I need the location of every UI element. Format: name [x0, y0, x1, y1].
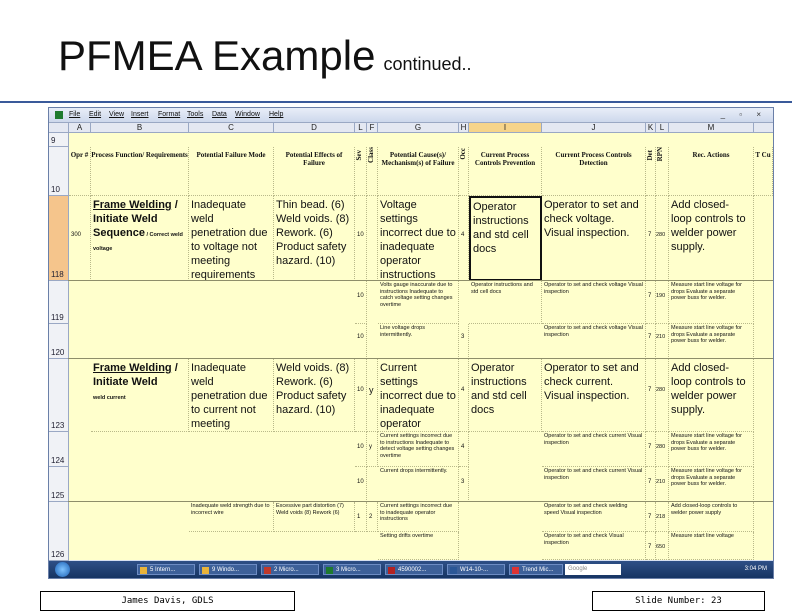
cell-123-prevention[interactable]: Operator instructions and std cell docs — [469, 359, 542, 432]
header-sev[interactable]: Sev — [355, 147, 367, 196]
col-header-c[interactable]: C — [189, 123, 274, 133]
footer-author: James Davis, GDLS — [40, 591, 295, 611]
header-detection[interactable]: Current Process Controls Detection — [542, 147, 646, 196]
menu-window[interactable]: Window — [235, 111, 260, 118]
col-header-l2[interactable]: L — [656, 123, 669, 133]
menu-format[interactable]: Format — [158, 111, 181, 118]
menu-view[interactable]: View — [109, 111, 125, 118]
slide-title — [58, 32, 472, 80]
cell-118-detection[interactable]: Operator to set and check voltage. Visual inspection. — [542, 196, 646, 281]
cell-120-sev[interactable]: 10 — [355, 324, 367, 359]
row-num-9[interactable]: 9 — [49, 133, 69, 147]
cell-120-actions[interactable]: Measure start line voltage for drops Evaluate a separate power buss for welder. — [669, 324, 754, 359]
cell-119-causes[interactable]: Volts gauge inaccurate due to instructions Inadequate to catch voltage setting changes overtime — [378, 281, 459, 324]
cell-123-det[interactable]: 7 — [646, 359, 656, 432]
cell-125-rpn[interactable]: 210 — [656, 467, 669, 502]
header-cut-off[interactable]: T Cu — [754, 147, 773, 196]
col-header-m[interactable]: M — [669, 123, 754, 133]
header-det[interactable]: Det — [646, 147, 656, 196]
cell-124-det[interactable]: 7 — [646, 432, 656, 467]
row-num-124[interactable]: 124 — [49, 432, 69, 467]
taskbar-search-input[interactable]: Google — [565, 564, 621, 575]
cell-118-sev[interactable]: 10 — [355, 196, 367, 281]
cell-125-occ[interactable]: 3 — [459, 467, 469, 502]
header-process-function[interactable]: Process Function/ Requirements — [91, 147, 189, 196]
word-icon — [450, 567, 457, 574]
cell-118-class[interactable] — [367, 196, 378, 281]
cell-125-sev[interactable]: 10 — [355, 467, 367, 502]
menu-tools[interactable]: Tools — [187, 111, 204, 118]
row-num-125[interactable]: 125 — [49, 467, 69, 502]
slide-title-sub: continued.. — [383, 54, 472, 74]
cell-123-process[interactable]: Frame Welding / Initiate Weld weld current — [91, 359, 189, 432]
cell-119-detection[interactable]: Operator to set and check voltage Visual inspection — [542, 281, 646, 324]
taskbar-clock: 3:04 PM — [744, 566, 767, 572]
header-class[interactable]: Class — [367, 147, 378, 196]
row-num-119[interactable]: 119 — [49, 281, 69, 324]
folder-icon — [202, 567, 209, 574]
slide-title-main: PFMEA Example — [58, 32, 376, 79]
select-all-corner[interactable] — [49, 123, 69, 133]
header-effects[interactable]: Potential Effects of Failure — [274, 147, 355, 196]
cell-127-det[interactable]: 7 — [646, 532, 656, 560]
taskbar-item-microsoft-2[interactable]: 3 Micro... — [323, 564, 381, 575]
cell-126-sev[interactable]: 1 — [355, 502, 367, 532]
cell-118-actions[interactable]: Add closed- loop controls to welder power supply. — [669, 196, 754, 281]
taskbar-item-windows[interactable]: 9 Windo... — [199, 564, 257, 575]
cell-118-effects[interactable]: Thin bead. (6) Weld voids. (8) Rework. (6) Product safety hazard. (10) — [274, 196, 355, 281]
cell-127-rpn[interactable]: 650 — [656, 532, 669, 560]
row-num-118[interactable]: 118 — [49, 196, 69, 281]
office-icon — [264, 567, 271, 574]
cell-124-sev[interactable]: 10 — [355, 432, 367, 467]
cell-118-rpn[interactable]: 280 — [656, 196, 669, 281]
worksheet-grid — [49, 133, 773, 560]
cell-123-sev[interactable]: 10 — [355, 359, 367, 432]
cell-127-causes[interactable]: Setting drifts overtime — [378, 532, 459, 560]
col-header-k[interactable]: K — [646, 123, 656, 133]
menu-help[interactable]: Help — [269, 111, 284, 118]
title-divider — [0, 101, 792, 103]
row-num-120[interactable]: 120 — [49, 324, 69, 359]
menu-bar — [49, 108, 773, 123]
cell-118-opr[interactable]: 300 — [69, 196, 91, 281]
header-rec-actions[interactable]: Rec. Actions — [669, 147, 754, 196]
cell-123-actions[interactable]: Add closed- loop controls to welder power supply. — [669, 359, 754, 432]
cell-118-prevention-selected[interactable]: Operator instructions and std cell docs — [469, 196, 542, 281]
cell-125-causes[interactable]: Current drops intermittently. — [378, 467, 459, 502]
menu-data[interactable]: Data — [212, 111, 227, 118]
taskbar-item-pdf[interactable]: 4590002... — [385, 564, 443, 575]
excel-app-icon — [55, 111, 63, 119]
cell-126-causes[interactable]: Current settings incorrect due to inadequate operator instructions — [378, 502, 459, 532]
browser-icon — [140, 567, 147, 574]
header-rpn[interactable]: RPN — [656, 147, 669, 196]
cell-123-occ[interactable]: 4 — [459, 359, 469, 432]
menu-insert[interactable]: Insert — [131, 111, 149, 118]
cell-124-occ[interactable]: 4 — [459, 432, 469, 467]
col-header-d[interactable]: D — [274, 123, 355, 133]
cell-123-effects[interactable]: Weld voids. (8) Rework. (6) Product safety hazard. (10) — [274, 359, 355, 432]
col-header-h[interactable]: H — [459, 123, 469, 133]
cell-126-class[interactable]: 2 — [367, 502, 378, 532]
row-num-126[interactable]: 126 — [49, 502, 69, 561]
taskbar-item-trend-micro[interactable]: Trend Mic... — [509, 564, 563, 575]
header-failure-mode[interactable]: Potential Failure Mode — [189, 147, 274, 196]
cell-119-rpn[interactable]: 190 — [656, 281, 669, 324]
taskbar-item-microsoft-1[interactable]: 2 Micro... — [261, 564, 319, 575]
menu-file[interactable]: File — [69, 111, 81, 118]
cell-119-sev[interactable]: 10 — [355, 281, 367, 324]
cell-120-occ[interactable]: 3 — [459, 324, 469, 359]
col-header-j[interactable]: J — [542, 123, 646, 133]
col-header-n[interactable] — [754, 123, 774, 133]
window-controls[interactable]: _ ▫ × — [720, 110, 767, 119]
cell-120-rpn[interactable]: 210 — [656, 324, 669, 359]
row-divider — [68, 501, 773, 502]
excel-screenshot — [48, 107, 774, 579]
cell-119-prevention[interactable]: Operator instructions and std cell docs — [469, 281, 542, 324]
taskbar-item-internet[interactable]: 5 Intern... — [137, 564, 195, 575]
cell-119-det[interactable]: 7 — [646, 281, 656, 324]
col-header-f[interactable]: F — [367, 123, 378, 133]
cell-124-actions[interactable]: Measure start line voltage for drops Evaluate a separate power buss for welder. — [669, 432, 754, 467]
start-button-icon[interactable] — [55, 562, 70, 577]
cell-120-detection[interactable]: Operator to set and check voltage Visual inspection — [542, 324, 646, 359]
cell-123-rpn[interactable]: 280 — [656, 359, 669, 432]
cell-124-class[interactable]: y — [367, 432, 378, 467]
cell-127-actions[interactable]: Measure start line voltage — [669, 532, 754, 560]
cell-119-actions[interactable]: Measure start line voltage for drops Evaluate a separate power buss for welder. — [669, 281, 754, 324]
cell-124-detection[interactable]: Operator to set and check current Visual inspection — [542, 432, 646, 467]
cell-118-det[interactable]: 7 — [646, 196, 656, 281]
header-opr[interactable]: Opr # — [69, 147, 91, 196]
cell-126-actions[interactable]: Add closed-loop controls to welder power supply — [669, 502, 754, 532]
cell-123-detection[interactable]: Operator to set and check current. Visual inspection. — [542, 359, 646, 432]
col-header-i[interactable]: I — [469, 123, 542, 133]
cell-118-causes[interactable]: Voltage settings incorrect due to inadequate operator instructions — [378, 196, 459, 281]
cell-118-process[interactable]: Frame Welding / Initiate Weld Sequence / Correct weld voltage — [91, 196, 189, 281]
taskbar-item-document[interactable]: W14-10-... — [447, 564, 505, 575]
pdf-icon — [388, 567, 395, 574]
cell-126-failure-mode[interactable]: Inadequate weld strength due to incorrect wire — [189, 502, 274, 532]
cell-118-failure-mode[interactable]: Inadequate weld penetration due to voltage not meeting requirements — [189, 196, 274, 281]
cell-126-effects[interactable]: Excessive part distortion (7) Weld voids (8) Rework (6) — [274, 502, 355, 532]
cell-125-detection[interactable]: Operator to set and check current Visual inspection — [542, 467, 646, 502]
cell-118-occ[interactable]: 4 — [459, 196, 469, 281]
col-header-a[interactable]: A — [69, 123, 91, 133]
header-occ[interactable]: Occ — [459, 147, 469, 196]
cell-126-det[interactable]: 7 — [646, 502, 656, 532]
antivirus-icon — [512, 567, 519, 574]
cell-126-detection[interactable]: Operator to set and check welding speed Visual inspection — [542, 502, 646, 532]
cell-127-detection[interactable]: Operator to set and check Visual inspection — [542, 532, 646, 560]
row-divider — [68, 358, 773, 359]
excel-icon — [326, 567, 333, 574]
cell-120-det[interactable]: 7 — [646, 324, 656, 359]
row-num-123[interactable]: 123 — [49, 359, 69, 432]
cell-123-causes[interactable]: Current settings incorrect due to inadequate operator — [378, 359, 459, 432]
cell-123-class[interactable]: y — [367, 359, 378, 432]
header-causes[interactable]: Potential Cause(s)/ Mechanism(s) of Failure — [378, 147, 459, 196]
col-header-b[interactable]: B — [91, 123, 189, 133]
cell-125-det[interactable]: 7 — [646, 467, 656, 502]
row-divider — [68, 280, 773, 281]
col-header-l[interactable]: L — [355, 123, 367, 133]
windows-taskbar — [49, 561, 773, 578]
menu-edit[interactable]: Edit — [89, 111, 102, 118]
cell-120-causes[interactable]: Line voltage drops intermittently. — [378, 324, 459, 359]
cell-126-rpn[interactable]: 218 — [656, 502, 669, 532]
row-num-10[interactable]: 10 — [49, 147, 69, 196]
header-prevention[interactable]: Current Process Controls Prevention — [469, 147, 542, 196]
cell-123-failure-mode[interactable]: Inadequate weld penetration due to current not meeting — [189, 359, 274, 432]
cell-124-causes[interactable]: Current settings incorrect due to instructions Inadequate to detect voltage setting changes overtime — [378, 432, 459, 467]
col-header-g[interactable]: G — [378, 123, 459, 133]
footer-slide-number: Slide Number: 23 — [592, 591, 765, 611]
cell-124-rpn[interactable]: 280 — [656, 432, 669, 467]
cell-125-actions[interactable]: Measure start line voltage for drops Evaluate a separate power buss for welder. — [669, 467, 754, 502]
